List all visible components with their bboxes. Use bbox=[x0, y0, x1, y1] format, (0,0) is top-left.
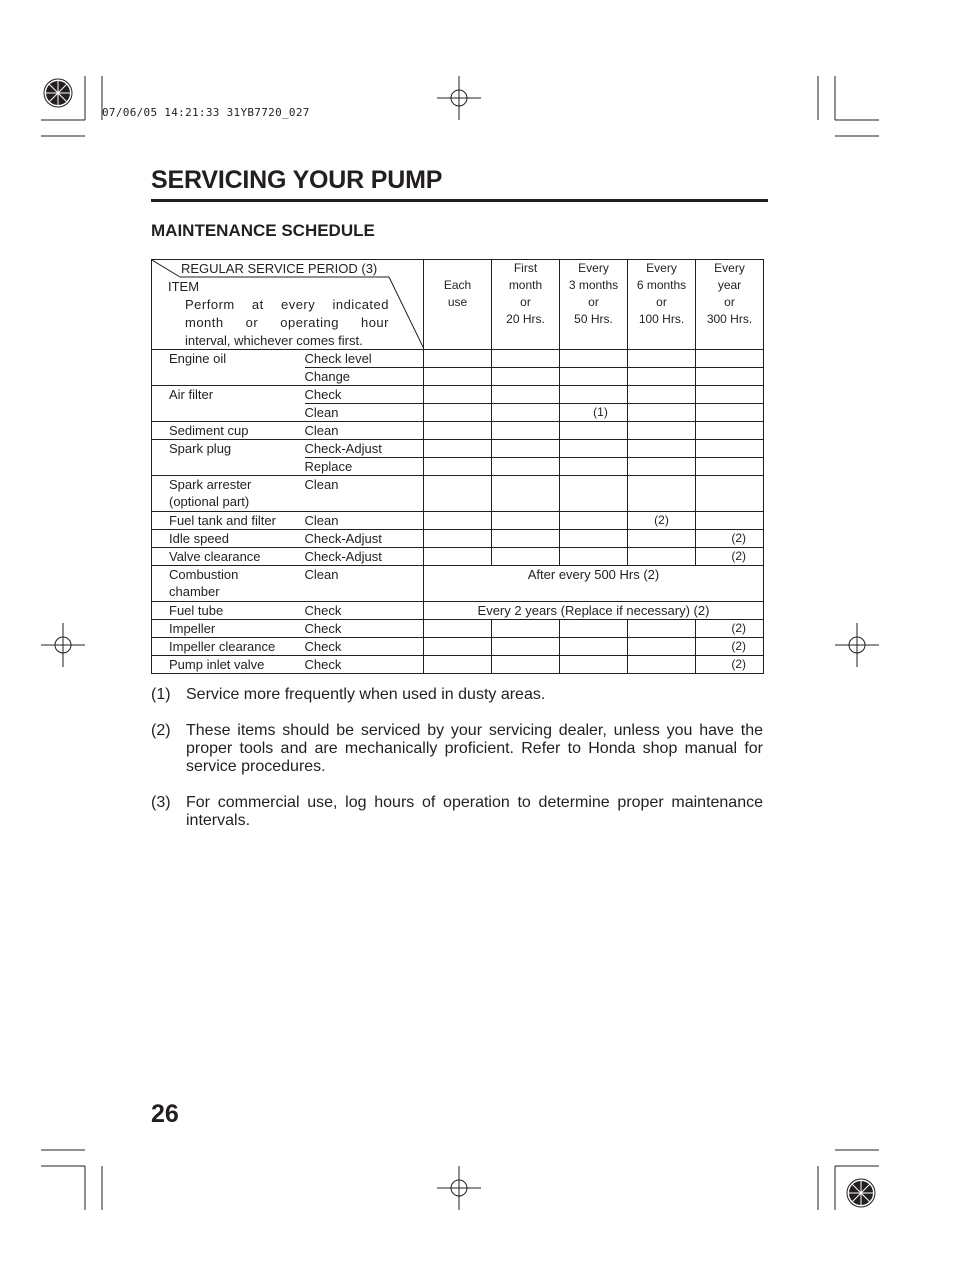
action-text: Clean bbox=[305, 566, 424, 602]
interval-note: Every 2 years (Replace if necessary) (2) bbox=[424, 602, 764, 620]
registration-target-icon bbox=[44, 79, 72, 107]
action-text: Check-Adjust bbox=[305, 530, 424, 548]
item-name: Valve clearance bbox=[152, 548, 305, 566]
table-row bbox=[152, 656, 764, 674]
table-row bbox=[152, 512, 764, 530]
interval-note: (2) bbox=[696, 620, 764, 638]
item-name: Sediment cup bbox=[152, 422, 305, 440]
footnote bbox=[151, 686, 763, 704]
column-header-year: Every year or 300 Hrs. bbox=[696, 260, 764, 350]
action-text: Change bbox=[305, 368, 424, 386]
column-header-each-use: Each use bbox=[424, 260, 492, 350]
item-name: Pump inlet valve bbox=[152, 656, 305, 674]
header-item-cell bbox=[152, 260, 424, 350]
page-title: SERVICING YOUR PUMP bbox=[151, 166, 443, 194]
table-row bbox=[152, 548, 764, 566]
perform-text: Perform at every indicated bbox=[185, 297, 389, 312]
interval-note: (2) bbox=[696, 638, 764, 656]
footnote bbox=[151, 794, 763, 830]
action-text: Check level bbox=[305, 350, 424, 368]
regular-service-period-label: REGULAR SERVICE PERIOD (3) bbox=[181, 261, 378, 276]
action-text: Check bbox=[305, 386, 424, 404]
interval-note: (2) bbox=[628, 512, 696, 530]
table-row bbox=[152, 476, 764, 512]
print-info: 07/06/05 14:21:33 31YB7720_027 bbox=[102, 106, 310, 119]
action-text: Clean bbox=[305, 476, 424, 512]
registration-target-icon bbox=[847, 1179, 875, 1207]
table-header-row bbox=[152, 260, 764, 350]
item-name: Fuel tube bbox=[152, 602, 305, 620]
item-name: Combustion chamber bbox=[152, 566, 305, 602]
action-text: Check-Adjust bbox=[305, 548, 424, 566]
item-name: Spark arrester (optional part) bbox=[152, 476, 305, 512]
item-name: Engine oil bbox=[152, 350, 305, 386]
footnote-number: (1) bbox=[151, 686, 171, 703]
action-text: Clean bbox=[305, 404, 424, 422]
column-header-6-months: Every 6 months or 100 Hrs. bbox=[628, 260, 696, 350]
column-header-3-months: Every 3 months or 50 Hrs. bbox=[560, 260, 628, 350]
action-text: Clean bbox=[305, 422, 424, 440]
table-row bbox=[152, 350, 764, 368]
action-text: Check-Adjust bbox=[305, 440, 424, 458]
interval-note: (2) bbox=[696, 530, 764, 548]
footnote-text: Service more frequently when used in dusty areas. bbox=[186, 686, 546, 703]
item-name: Impeller clearance bbox=[152, 638, 305, 656]
maintenance-table bbox=[151, 259, 764, 674]
footnote-text: These items should be serviced by your servicing dealer, unless you have the proper tools and are mechanically proficient. Refer to Honda shop manual for service procedures. bbox=[186, 722, 763, 775]
action-text: Check bbox=[305, 602, 424, 620]
footnote-text: For commercial use, log hours of operation to determine proper maintenance intervals. bbox=[186, 794, 763, 829]
item-name: Impeller bbox=[152, 620, 305, 638]
title-rule bbox=[151, 199, 768, 202]
item-name: Spark plug bbox=[152, 440, 305, 476]
footnote-number: (3) bbox=[151, 794, 171, 811]
column-header-first-month: First month or 20 Hrs. bbox=[492, 260, 560, 350]
action-text: Check bbox=[305, 638, 424, 656]
item-name: Air filter bbox=[152, 386, 305, 422]
perform-text: month or operating hour bbox=[185, 315, 389, 330]
table-row bbox=[152, 440, 764, 458]
table-row bbox=[152, 422, 764, 440]
action-text: Check bbox=[305, 620, 424, 638]
table-row bbox=[152, 602, 764, 620]
footnotes bbox=[151, 686, 763, 848]
item-name: Fuel tank and filter bbox=[152, 512, 305, 530]
action-text: Clean bbox=[305, 512, 424, 530]
interval-note: After every 500 Hrs (2) bbox=[424, 566, 764, 602]
table-row bbox=[152, 620, 764, 638]
footnote-number: (2) bbox=[151, 722, 171, 739]
section-title: MAINTENANCE SCHEDULE bbox=[151, 221, 375, 240]
action-text: Check bbox=[305, 656, 424, 674]
footnote bbox=[151, 722, 763, 776]
action-text: Replace bbox=[305, 458, 424, 476]
page-number: 26 bbox=[151, 1100, 179, 1128]
interval-note: (2) bbox=[696, 656, 764, 674]
table-row bbox=[152, 638, 764, 656]
table-row bbox=[152, 566, 764, 602]
table-row bbox=[152, 386, 764, 404]
item-name: Idle speed bbox=[152, 530, 305, 548]
perform-text: interval, whichever comes first. bbox=[185, 333, 363, 348]
item-label: ITEM bbox=[168, 279, 200, 294]
interval-note: (2) bbox=[696, 548, 764, 566]
table-row bbox=[152, 530, 764, 548]
interval-note: (1) bbox=[560, 404, 628, 422]
